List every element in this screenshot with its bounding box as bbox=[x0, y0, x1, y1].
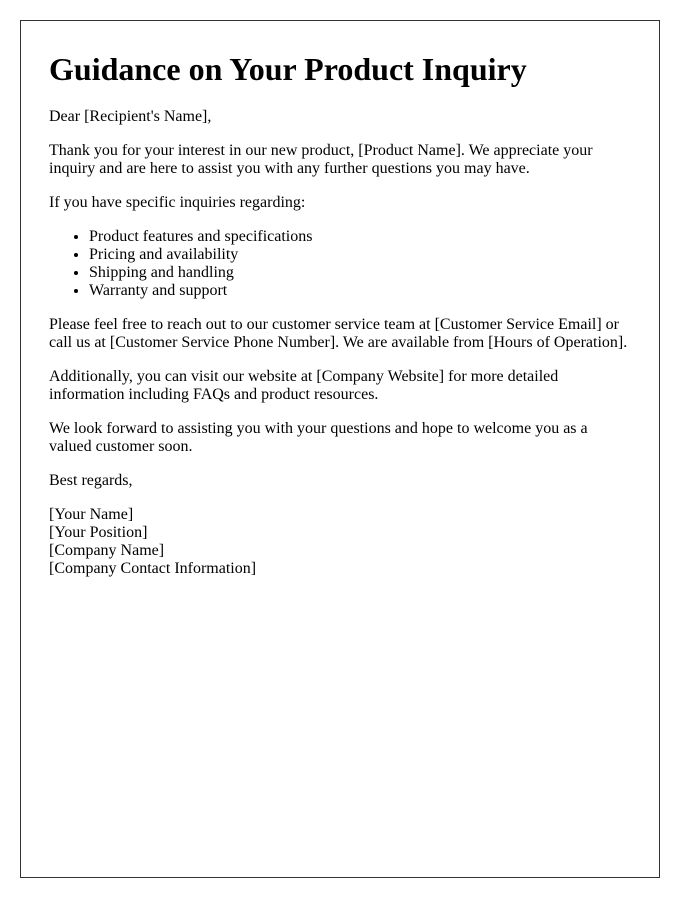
letter-page bbox=[20, 20, 660, 878]
salutation: Dear [Recipient's Name], bbox=[49, 108, 212, 125]
letter-title: Guidance on Your Product Inquiry bbox=[49, 51, 527, 87]
signature-contact: [Company Contact Information] bbox=[49, 560, 257, 577]
signature-name: [Your Name] bbox=[49, 506, 134, 523]
intro-paragraph: Thank you for your interest in our new product, [Product Name]. We appreciate your inquiry and are here to assist you with any further questions you may have. bbox=[49, 142, 593, 177]
list-item: • Product features and specifications bbox=[89, 228, 631, 246]
signature-block bbox=[49, 506, 631, 578]
signature-company: [Company Name] bbox=[49, 542, 165, 559]
list-item: • Pricing and availability bbox=[89, 246, 631, 264]
list-item: • Shipping and handling bbox=[89, 264, 631, 282]
sign-off: Best regards, bbox=[49, 472, 133, 489]
contact-paragraph: Please feel free to reach out to our customer service team at [Customer Service Email] or call us at [Customer Service Phone Number]. We are available from [Hours of Operation]. bbox=[49, 316, 628, 351]
list-item: • Warranty and support bbox=[89, 282, 631, 300]
signature-position: [Your Position] bbox=[49, 524, 148, 541]
inquiry-topics-list bbox=[49, 228, 631, 300]
closing-paragraph: We look forward to assisting you with your questions and hope to welcome you as a valued customer soon. bbox=[49, 420, 588, 455]
list-lead-paragraph: If you have specific inquiries regarding: bbox=[49, 194, 306, 211]
website-paragraph: Additionally, you can visit our website at [Company Website] for more detailed information including FAQs and product resources. bbox=[49, 368, 559, 403]
